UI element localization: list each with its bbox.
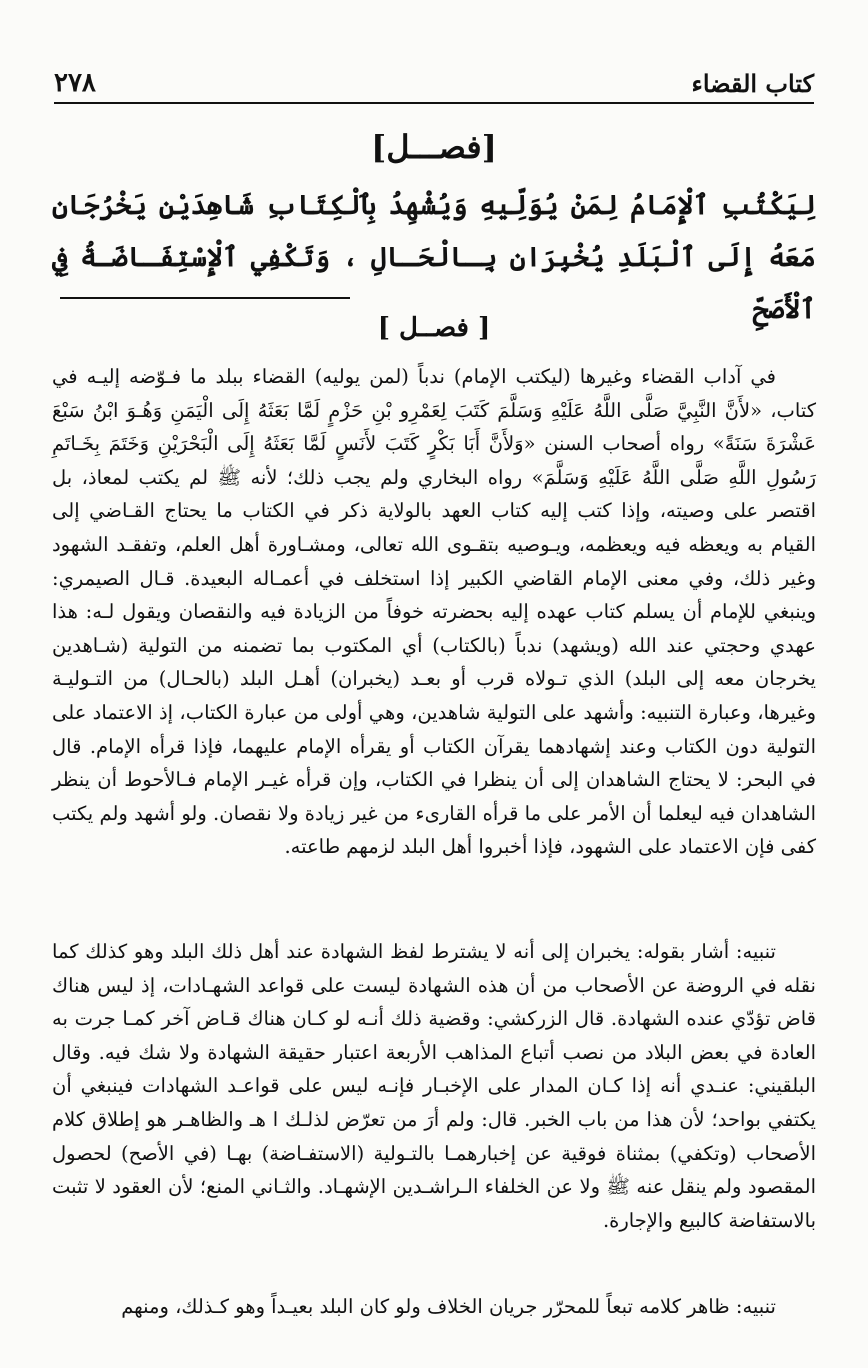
commentary-paragraph-1: في آداب القضاء وغيرها (ليكتب الإمام) ندباً (لمن يوليه) القضاء ببلد ما فـوّضه إليـه في كتاب، «لأَنَّ النَّبِيَّ صَلَّى اللَّهُ عَلَيْهِ وَسَلَّمَ كَتَبَ لِعَمْرِو بْنِ حَزْمٍ لَمَّا بَعَثَهُ إِلَى الْيَمَنِ وَهُـوَ ابْنُ سَبْعَ عَشْرَةَ سَنَةً» رواه أصحاب السنن «وَلأَنَّ أَبَا بَكْرٍ كَتَبَ لأَنَسٍ لَمَّا بَعَثَهُ إِلَى الْبَحْرَيْنِ وَخَتَمَ بِخَـاتَمِ رَسُولِ اللَّهِ صَلَّى اللَّهُ عَلَيْهِ وَسَلَّمَ» رواه البخاري ولم يجب ذلك؛ لأنه ﷺ لم يكتب لمعاذ، بل اقتصر على وصيته، وإذا كتب إليه كتاب العهد بالولاية ذكر في الكتاب ما يحتاج القـاضي إلى القيام به ويعظه فيه ويعظمه، ويـوصيه بتقـوى الله تعالى، ومشـاورة أهل العلم، وتفقـد الشهود وغير ذلك، وفي معنى الإمام القاضي الكبير إذا استخلف في أعمـاله البعيدة. قـال الصيمري: وينبغي للإمام أن يسلم كتاب عهده إليه بحضرته خوفاً من الزيادة فيه والنقصان ويقول لـه: هذا عهدي وحجتي عند الله (ويشهد) ندباً (بالكتاب) أي المكتوب بما تضمنه من التولية (شـاهدين يخرجان معه إلى البلد) الذي تـولاه قرب أو بعـد (يخبران) أهـل البلد (بالحـال) من التـوليـة وغيرها، وعبارة التنبيه: وأشهد على التولية شاهدين، وهي أولى من عبارة الكتاب، إذ الاعتماد على التولية دون الكتاب وعند إشهادهما يقرآن الكتاب أو يقرأه الإمام عليهما، فإذا قرأه الإمام. قال في البحر: لا يحتاج الشاهدان إلى أن ينظرا في الكتاب، وإن قرأه غيـر الإمام فـالأحوط أن ينظر الشاهدان فيه ليعلما أن الأمر على ما قرأه القارىء من غير زيادة ولا نقصان. ولو أشهد ولم يكتب كفى فإن الاعتماد على الشهود، فإذا أخبروا أهل البلد لزمهم طاعته.: [52, 365, 816, 859]
page-header: [54, 58, 814, 104]
commentary-paragraph-3: تنبيه: ظاهر كلامه تبعاً للمحرّر جريان الخلاف ولو كان البلد بعيـداً وهو كـذلك، ومنهم: [121, 1295, 776, 1318]
section-heading: [فصـــل]: [371, 128, 497, 166]
matn-text: لِيَكْتُبِ ٱلْإِمَامُ لِمَنْ يُوَلِّيهِ وَيُشْهِدُ بِٱلْكِتَابِ شَاهِدَيْنِ يَخْرُجَانِ مَعَهُ إِلَى ٱلْبَلَدِ يُخْبِرَانِ بِـالْحَـالِ ، وَتَكْفِي ٱلْإِسْتِفَـاضَـةُ فِي ٱلْأَصَحِّ: [52, 190, 816, 325]
commentary-heading: [ فصــل ]: [377, 313, 491, 343]
book-title: كتاب القضاء: [691, 69, 814, 98]
commentary-paragraph-2: تنبيه: أشار بقوله: يخبران إلى أنه لا يشترط لفظ الشهادة عند أهل ذلك البلد وهو كذلك كما نقله في الروضة عن الأصحاب من أن هذه الشهادة ليست على قواعد الشهـادات، إذ ليس هناك قاض تؤدّي عنده الشهادة. قال الزركشي: وقضية ذلك أنـه لو كـان هناك قـاض آخر كمـا جرت به العادة في بعض البلاد من نصب أتباع المذاهب الأربعة اعتبار حقيقة الشهادة ولا شك فيه. وقال البلقيني: عنـدي أنه إذا كـان المدار على الإخبـار فإنـه ليس على قواعـد الشهادات فينبغي أن يكتفي بواحد؛ لأن هذا من باب الخبر. قال: ولم أرَ من تعرّض لذلـك ا هـ والظاهـر هو إطلاق كلام الأصحاب (وتكفي) بمثناة فوقية عن إخبارهمـا بالتـولية (الاستفـاضة) بهـا (في الأصح) لحصول المقصود ولم ينقل عنه ﷺ ولا عن الخلفاء الـراشـدين الإشهـاد. والثـاني المنع؛ لأن العقود لا تثبت بالاستفاضة كالبيع والإجارة.: [52, 940, 816, 1232]
page-number: ٢٧٨: [54, 68, 96, 98]
divider-rule: [60, 297, 350, 299]
